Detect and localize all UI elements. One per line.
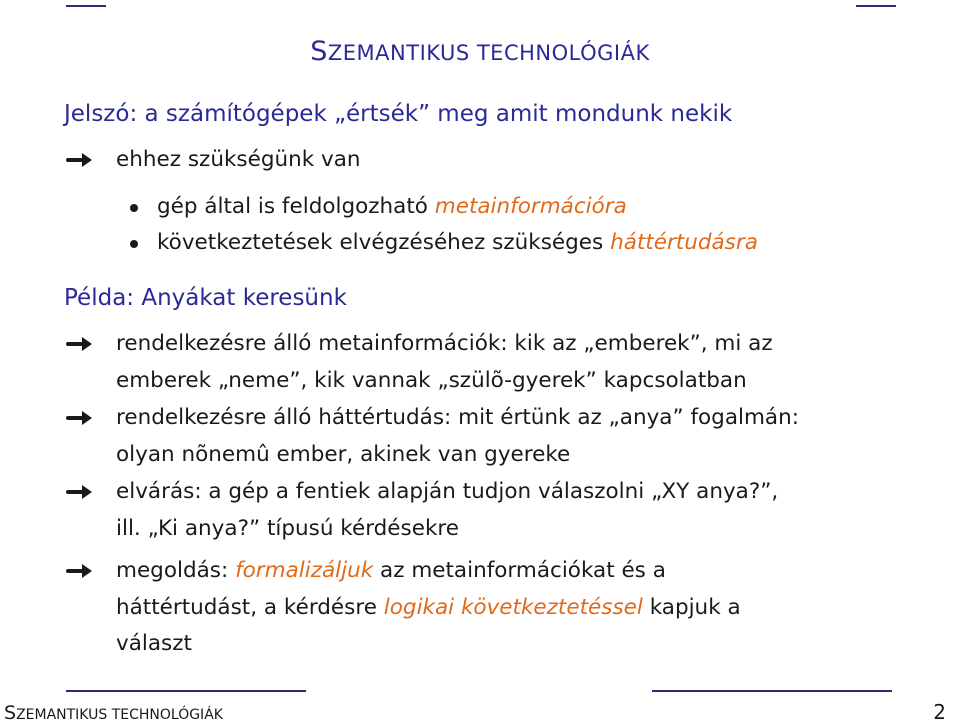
arrow-bullet-icon (66, 150, 96, 170)
top-rule-right (856, 5, 896, 7)
bottom-rule-right (652, 690, 892, 692)
bullet-background-knowledge: következtetések elvégzéséhez szükséges háttértudásra (157, 230, 758, 255)
footer-title: SZEMANTIKUS TECHNOLÓGIÁK (4, 702, 223, 724)
item-solution-line1: megoldás: formalizáljuk az metainformációkat és a (116, 558, 666, 583)
highlight-background-knowledge: háttértudásra (610, 230, 758, 255)
arrow-bullet-icon (66, 408, 96, 428)
item-expectation-line2: ill. „Ki anya?” típusú kérdésekre (116, 516, 460, 541)
arrow-bullet-icon (66, 482, 96, 502)
highlight-metainfo: metainformációra (434, 194, 627, 219)
item-solution-line3: választ (116, 631, 192, 656)
item-need: ehhez szükségünk van (116, 147, 361, 172)
bullet-metainfo: gép által is feldolgozható metainformációra (157, 194, 627, 219)
item-metainfo-line1: rendelkezésre álló metainformációk: kik az „emberek”, mi az (116, 331, 773, 356)
page-number: 2 (933, 700, 946, 724)
item-knowledge-line1: rendelkezésre álló háttértudás: mit értünk az „anya” fogalmán: (116, 405, 799, 430)
arrow-bullet-icon (66, 561, 96, 581)
top-rule-left (66, 5, 106, 7)
highlight-inference: logikai következtetéssel (383, 595, 643, 620)
dot-bullet-icon (130, 204, 138, 212)
heading-slogan: Jelszó: a számítógépek „értsék” meg amit mondunk nekik (64, 101, 733, 127)
item-metainfo-line2: emberek „neme”, kik vannak „szülõ-gyerek” kapcsolatban (116, 368, 747, 393)
highlight-formalize: formalizáljuk (235, 558, 374, 583)
item-knowledge-line2: olyan nõnemû ember, akinek van gyereke (116, 442, 571, 467)
bottom-rule-left (66, 690, 306, 692)
item-expectation-line1: elvárás: a gép a fentiek alapján tudjon válaszolni „XY anya?”, (116, 479, 779, 504)
heading-example: Példa: Anyákat keresünk (64, 285, 347, 311)
item-solution-line2: háttértudást, a kérdésre logikai következtetéssel kapjuk a (116, 595, 741, 620)
arrow-bullet-icon (66, 334, 96, 354)
dot-bullet-icon (130, 240, 138, 248)
slide-title: SZEMANTIKUS TECHNOLÓGIÁK (310, 36, 650, 67)
